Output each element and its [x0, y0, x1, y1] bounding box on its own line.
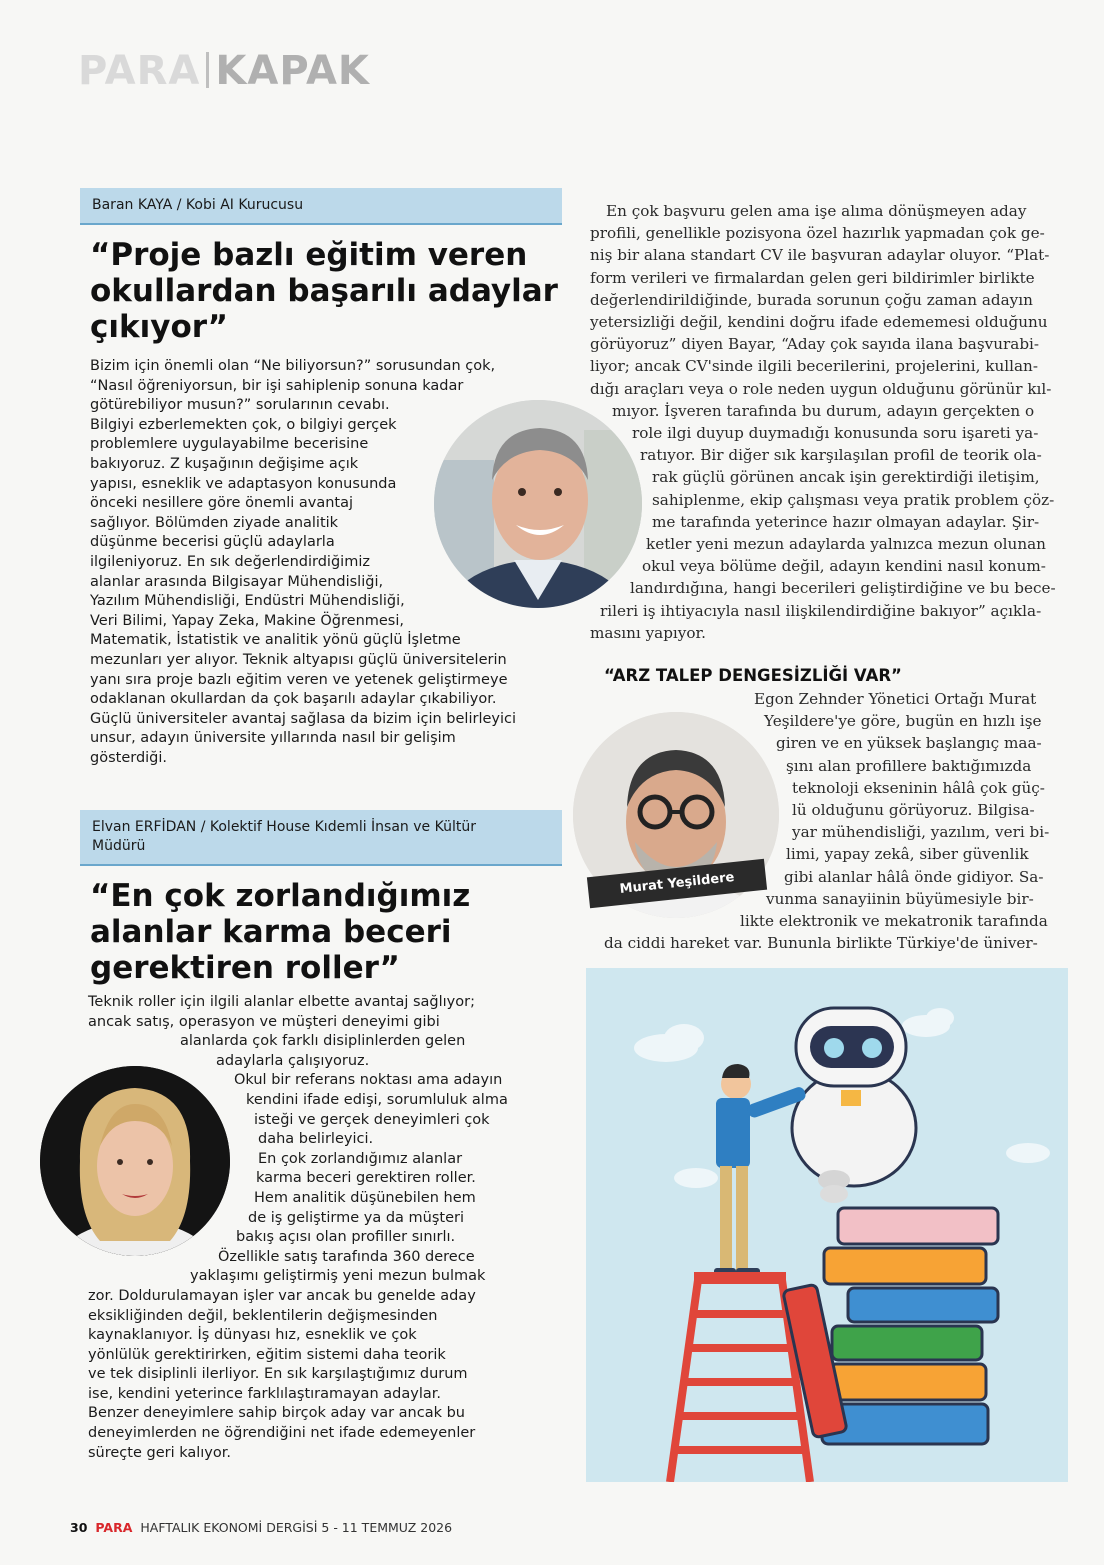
- text-line: likte elektronik ve mekatronik tarafında: [740, 912, 1048, 931]
- robot-books-illustration: [586, 968, 1068, 1482]
- pull-quote-line: okullardan başarılı adaylar: [90, 273, 558, 309]
- text-line: yönlülük gerektirirken, eğitim sistemi daha teorik: [88, 1346, 446, 1363]
- text-line: Güçlü üniversiteler avantaj sağlasa da bizim için belirleyici: [90, 710, 517, 727]
- text-line: alanlar arasında Bilgisayar Mühendisliği,: [90, 573, 384, 590]
- text-line: görüyoruz” diyen Bayar, “Aday çok sayıda ilana başvurabi-: [590, 335, 1040, 354]
- text-line: gibi alanlar hâlâ önde gidiyor. Sa-: [784, 867, 1044, 886]
- interview-box-1: [80, 188, 562, 345]
- text-line: alanlarda çok farklı disiplinlerden gelen: [180, 1033, 466, 1050]
- interview-box-2: [80, 810, 562, 986]
- text-line: Yeşildere'ye göre, bugün en hızlı işe: [764, 712, 1042, 731]
- text-line: Benzer deneyimlere sahip birçok aday var ancak bu: [88, 1405, 465, 1422]
- section-subhead: “ARZ TALEP DENGESİZLİĞİ VAR”: [604, 666, 902, 685]
- text-line: yaklaşımı geliştirmiş yeni mezun bulmak: [190, 1268, 486, 1285]
- text-line: gösterdiği.: [90, 749, 168, 766]
- text-line: okul veya bölüme değil, adayın kendini nasıl konum-: [642, 557, 1046, 576]
- pull-quote-1: [80, 237, 562, 345]
- photo-caption-murat: Murat Yeşildere: [587, 859, 767, 908]
- text-line: Özellikle satış tarafında 360 derece: [218, 1248, 475, 1265]
- text-line: me tarafında yeterince hazır olmayan adaylar. Şir-: [652, 512, 1040, 531]
- text-line: Veri Bilimi, Yapay Zeka, Makine Öğrenmesi,: [90, 612, 404, 629]
- text-line: masını yapıyor.: [590, 623, 706, 642]
- text-line: şını alan profillere baktığımızda: [786, 756, 1032, 775]
- text-line: rileri iş ihtiyacıyla nasıl ilişkilendirdiğine bakıyor” açıkla-: [600, 601, 1042, 620]
- text-line: eksikliğinden değil, beklentilerin değişmesinden: [88, 1307, 438, 1324]
- text-line: süreçte geri kalıyor.: [88, 1444, 231, 1461]
- text-line: Matematik, İstatistik ve analitik yönü güçlü İşletme: [90, 632, 461, 649]
- pull-quote-line: “Proje bazlı eğitim veren: [90, 237, 528, 273]
- text-line: Egon Zehnder Yönetici Ortağı Murat: [754, 690, 1037, 708]
- text-line: de iş geliştirme ya da müşteri: [248, 1209, 464, 1226]
- text-line: niş bir alana standart CV ile başvuran adaylar oluyor. “Plat-: [590, 246, 1050, 265]
- text-line: yar mühendisliği, yazılım, veri bi-: [792, 823, 1050, 842]
- text-line: karma beceri gerektiren roller.: [256, 1170, 476, 1187]
- article-text-top: [590, 200, 1068, 644]
- text-line: form verileri ve firmalardan gelen geri bildirimler birlikte: [590, 268, 1035, 287]
- text-line: profili, genellikle pozisyona özel hazırlık yapmadan çok ge-: [590, 224, 1045, 243]
- text-line: Yazılım Mühendisliği, Endüstri Mühendisliği,: [90, 593, 405, 610]
- text-line: deneyimlerden ne öğrendiğini net ifade edemeyenler: [88, 1425, 476, 1442]
- text-line: En çok başvuru gelen ama işe alıma dönüşmeyen aday: [606, 202, 1027, 220]
- text-line: Okul bir referans noktası ama adayın: [234, 1072, 503, 1089]
- text-line: sahiplenme, ekip çalışması veya pratik problem çöz-: [652, 490, 1055, 509]
- pull-quote-line: çıkıyor”: [90, 309, 228, 345]
- text-line: ketler yeni mezun adaylarda yalnızca mezun olunan: [646, 535, 1046, 554]
- text-line: En çok zorlandığımız alanlar: [258, 1150, 463, 1167]
- text-line: isteği ve gerçek deneyimleri çok: [254, 1111, 490, 1128]
- text-line: ise, kendini yeterince farklılaştıramayan adaylar.: [88, 1385, 441, 1402]
- text-line: Bizim için önemli olan “Ne biliyorsun?” sorusundan çok,: [90, 358, 496, 374]
- text-line: zor. Doldurulamayan işler var ancak bu genelde aday: [88, 1287, 476, 1304]
- text-line: ve tek disiplinli ilerliyor. En sık karşılaştığımız durum: [88, 1366, 468, 1383]
- text-line: Bilgiyi ezberlemekten çok, o bilgiyi gerçek: [90, 416, 397, 433]
- text-line: bakıyoruz. Z kuşağının değişime açık: [90, 455, 359, 472]
- text-line: ilgileniyoruz. En sık değerlendirdiğimiz: [90, 553, 370, 570]
- text-line: Teknik roller için ilgili alanlar elbette avantaj sağlıyor;: [88, 994, 475, 1010]
- text-line: yetersizliği değil, kendini doğru ifade edememesi olduğunu: [590, 313, 1048, 332]
- text-line: düşünme becerisi güçlü adaylarla: [90, 534, 335, 551]
- text-line: götürebiliyor musun?” sorularının cevabı.: [90, 397, 390, 414]
- text-line: landırdığına, hangi becerileri geliştirdiğine ve bu bece-: [630, 579, 1056, 598]
- section-header: [78, 48, 370, 94]
- pull-quote-line: “En çok zorlandığımız: [90, 878, 471, 914]
- text-line: problemlere uygulayabilme becerisine: [90, 436, 369, 453]
- byline-line: Müdürü: [92, 838, 146, 854]
- text-line: değerlendirildiğinde, burada sorunun çoğu zaman adayın: [590, 290, 1033, 309]
- section-name: PARA: [78, 48, 201, 94]
- text-line: odaklanan okullardan da çok başarılı adaylar çıkabiliyor.: [90, 691, 497, 708]
- text-line: Hem analitik düşünebilen hem: [254, 1189, 476, 1206]
- byline-line: Elvan ERFİDAN / Kolektif House Kıdemli İnsan ve Kültür: [92, 819, 476, 835]
- header-divider: [206, 52, 209, 88]
- text-line: önceki nesillere göre önemli avantaj: [90, 495, 353, 512]
- text-line: vunma sanayiinin büyümesiyle bir-: [766, 889, 1034, 908]
- byline-elvan: [80, 810, 562, 866]
- text-line: limi, yapay zekâ, siber güvenlik: [786, 845, 1029, 864]
- text-line: teknoloji ekseninin hâlâ çok güç-: [792, 778, 1045, 797]
- page-footer: [70, 1520, 452, 1535]
- text-line: rak güçlü görünen ancak işin gerektirdiği iletişim,: [652, 468, 1040, 487]
- subsection-name: KAPAK: [215, 48, 370, 94]
- text-line: sağlıyor. Bölümden ziyade analitik: [90, 514, 339, 531]
- magazine-issue: HAFTALIK EKONOMİ DERGİSİ 5 - 11 TEMMUZ 2026: [140, 1520, 453, 1535]
- pull-quote-line: alanlar karma beceri: [90, 914, 452, 950]
- magazine-brand: PARA: [95, 1520, 133, 1535]
- text-line: ancak satış, operasyon ve müşteri deneyimi gibi: [88, 1013, 440, 1030]
- text-line: giren ve en yüksek başlangıç maa-: [776, 734, 1042, 753]
- page-number: 30: [70, 1520, 88, 1535]
- text-line: adaylarla çalışıyoruz.: [216, 1052, 370, 1069]
- text-line: liyor; ancak CV'sinde ilgili becerilerini, projelerini, kullan-: [590, 357, 1038, 376]
- text-line: bakış açısı olan profiller sınırlı.: [236, 1229, 456, 1246]
- text-line: lü olduğunu görüyoruz. Bilgisa-: [792, 801, 1035, 820]
- text-line: mıyor. İşveren tarafında bu durum, adayın gerçekten o: [612, 401, 1035, 420]
- text-line: kendini ifade edişi, sorumluluk alma: [246, 1091, 508, 1108]
- text-line: mezunları yer alıyor. Teknik altyapısı güçlü üniversitelerin: [90, 651, 507, 668]
- text-line: “Nasıl öğreniyorsun, bir işi sahiplenip sonuna kadar: [90, 377, 464, 394]
- byline-baran: Baran KAYA / Kobi AI Kurucusu: [80, 188, 562, 225]
- text-line: kaynaklanıyor. İş dünyası hız, esneklik ve çok: [88, 1327, 417, 1344]
- text-line: yapısı, esneklik ve adaptasyon konusunda: [90, 475, 397, 492]
- text-line: role ilgi duyup duymadığı konusunda soru işareti ya-: [632, 424, 1039, 443]
- text-line: ratıyor. Bir diğer sık karşılaşılan profil de teorik ola-: [640, 446, 1042, 465]
- text-line: unsur, adayın üniversite yıllarında nasıl bir gelişim: [90, 730, 456, 747]
- portrait-elvan-erfidan: [40, 1066, 230, 1256]
- text-line: da ciddi hareket var. Bununla birlikte Türkiye'de üniver-: [604, 934, 1038, 953]
- text-line: yanı sıra proje bazlı eğitim veren ve yetenek geliştirmeye: [90, 671, 508, 688]
- pull-quote-line: gerektiren roller”: [90, 950, 400, 986]
- text-line: dığı araçları veya o role neden uygun olduğunu görünür kıl-: [590, 379, 1052, 398]
- text-line: daha belirleyici.: [258, 1131, 374, 1148]
- pull-quote-2: [80, 878, 562, 986]
